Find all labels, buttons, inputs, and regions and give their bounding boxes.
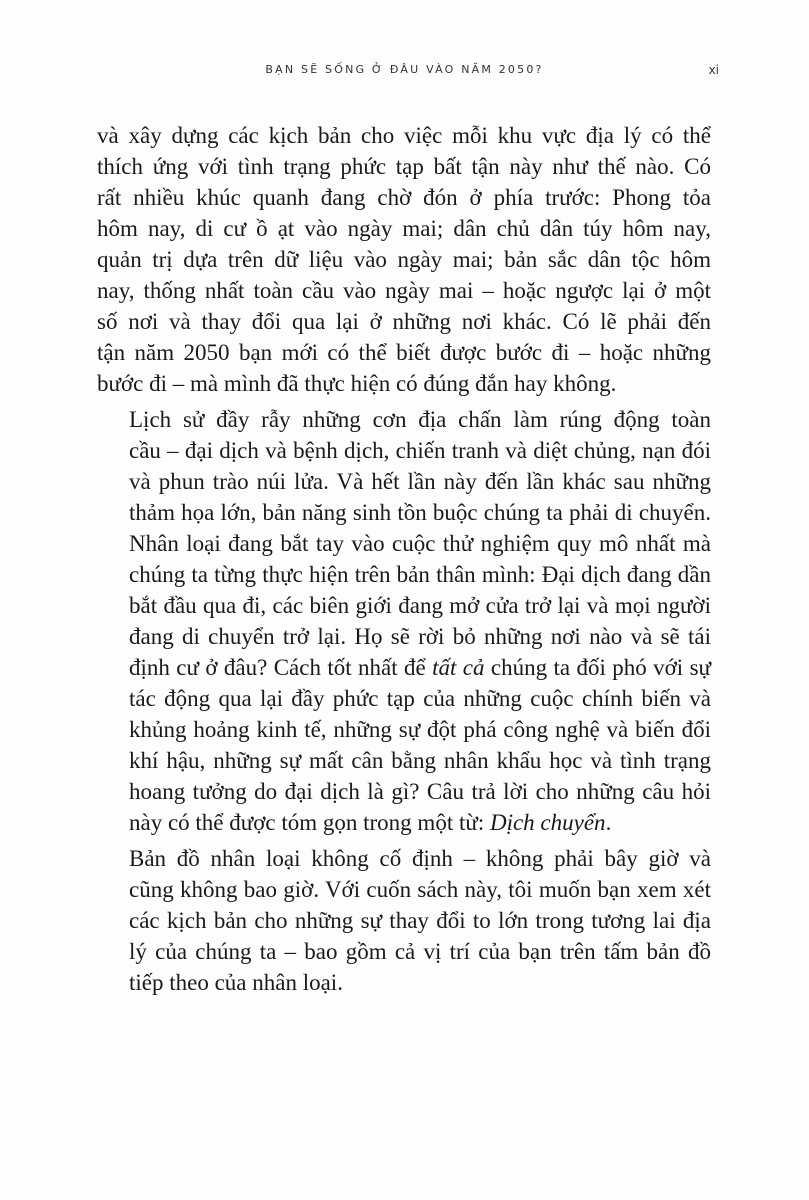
- text-line: tận năm 2050 bạn mới có thể biết được bước đi – hoặc những: [97, 340, 711, 365]
- text-run: định cư ở đâu? Cách tốt nhất để: [129, 655, 433, 680]
- text-line: khủng hoảng kinh tế, những sự đột phá công nghệ và biến đổi: [129, 717, 711, 742]
- text-line: Nhân loại đang bắt tay vào cuộc thử nghiệm quy mô nhất mà: [129, 531, 711, 556]
- text-line-with-emphasis: [97, 652, 711, 683]
- text-line: tác động qua lại đầy phức tạp của những cuộc chính biến và: [129, 686, 711, 711]
- text-line: quản trị dựa trên dữ liệu vào ngày mai; bản sắc dân tộc hôm: [97, 247, 711, 272]
- text-line: cũng không bao giờ. Với cuốn sách này, tôi muốn bạn xem xét: [129, 877, 711, 902]
- text-line: chúng ta từng thực hiện trên bản thân mình: Đại dịch đang dần: [129, 562, 711, 587]
- paragraph-2: [97, 404, 711, 838]
- text-line: và phun trào núi lửa. Và hết lần này đến lần khác sau những: [129, 469, 711, 494]
- text-line: khí hậu, những sự mất cân bằng nhân khẩu học và tình trạng: [129, 748, 711, 773]
- paragraph-3: [97, 843, 711, 998]
- text-line: nay, thống nhất toàn cầu vào ngày mai – hoặc ngược lại ở một: [97, 278, 711, 303]
- text-line: Bản đồ nhân loại không cố định – không phải bây giờ và: [129, 846, 711, 871]
- text-line-with-emphasis: [97, 807, 711, 838]
- emphasis-text: tất cả: [432, 655, 485, 680]
- text-run: này có thể được tóm gọn trong một từ:: [129, 810, 490, 835]
- text-line: thích ứng với tình trạng phức tạp bất tận này như thế nào. Có: [97, 154, 711, 179]
- paragraph-1: [97, 120, 711, 399]
- text-line: tiếp theo của nhân loại.: [129, 970, 343, 995]
- body-text: [97, 120, 711, 998]
- running-title: BẠN SẼ SỐNG Ở ĐÂU VÀO NĂM 2050?: [265, 63, 544, 76]
- running-header: [0, 60, 809, 80]
- text-line: đang di chuyển trở lại. Họ sẽ rời bỏ những nơi nào và sẽ tái: [129, 624, 711, 649]
- emphasis-text: Dịch chuyển: [489, 810, 606, 835]
- text-line: cầu – đại dịch và bệnh dịch, chiến tranh và diệt chủng, nạn đói: [129, 438, 711, 463]
- text-line: hoang tưởng do đại dịch là gì? Câu trả lời cho những câu hỏi: [129, 779, 711, 804]
- text-line: bắt đầu qua đi, các biên giới đang mở cửa trở lại và mọi người: [129, 593, 711, 618]
- text-run: .: [605, 810, 612, 835]
- text-line: bước đi – mà mình đã thực hiện có đúng đắn hay không.: [97, 371, 617, 396]
- page-number: xi: [708, 63, 719, 77]
- text-line: các kịch bản cho những sự thay đổi to lớn trong tương lai địa: [129, 908, 711, 933]
- text-line: và xây dựng các kịch bản cho việc mỗi khu vực địa lý có thể: [97, 123, 711, 148]
- text-line: rất nhiều khúc quanh đang chờ đón ở phía trước: Phong tỏa: [97, 185, 711, 210]
- text-line: Lịch sử đầy rẫy những cơn địa chấn làm rúng động toàn: [129, 407, 711, 432]
- text-line: thảm họa lớn, bản năng sinh tồn buộc chúng ta phải di chuyển.: [129, 500, 711, 525]
- text-line: lý của chúng ta – bao gồm cả vị trí của bạn trên tấm bản đồ: [129, 939, 711, 964]
- text-line: số nơi và thay đổi qua lại ở những nơi khác. Có lẽ phải đến: [97, 309, 711, 334]
- text-run: chúng ta đối phó với sự: [484, 655, 711, 680]
- text-line: hôm nay, di cư ồ ạt vào ngày mai; dân chủ dân túy hôm nay,: [97, 216, 711, 241]
